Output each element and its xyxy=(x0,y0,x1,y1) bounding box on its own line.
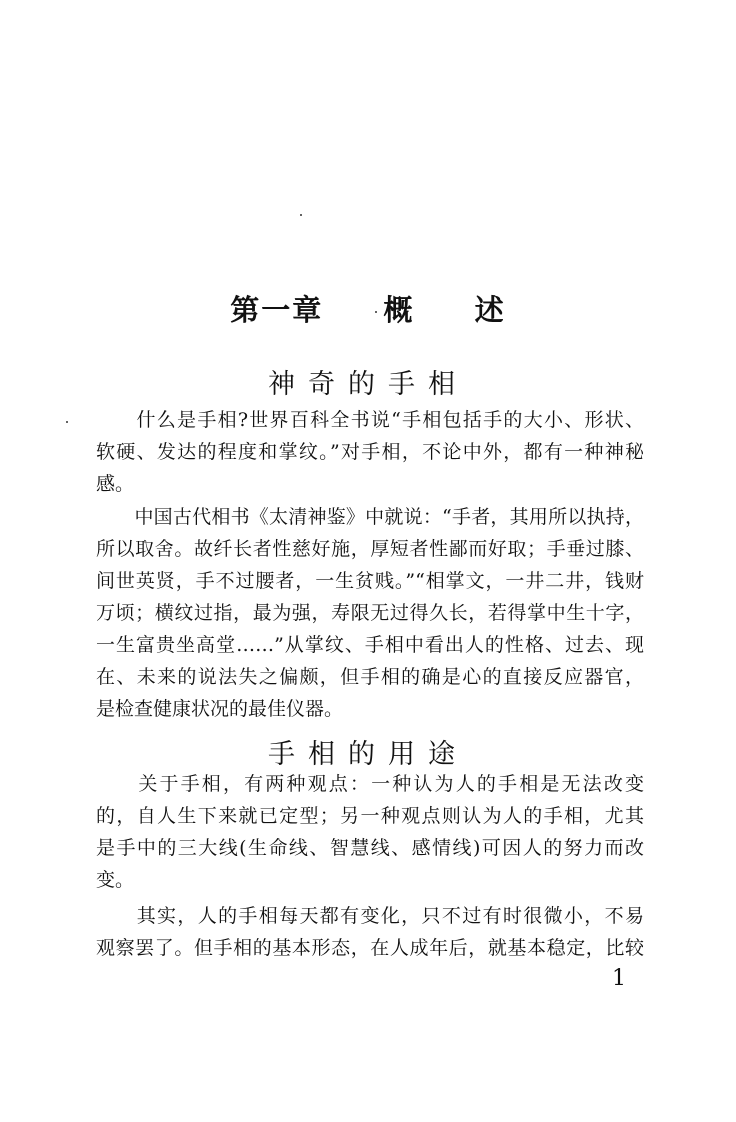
paragraph-line: 的，自人生下来就已定型；另一种观点则认为人的手相，尤其 xyxy=(96,805,644,827)
paragraph xyxy=(96,900,644,964)
paragraph-line: 变。 xyxy=(96,869,135,891)
paragraph-line: 观察罢了。但手相的基本形态，在人成年后，就基本稳定，比较 xyxy=(96,937,644,959)
paragraph xyxy=(96,501,644,725)
paragraph-line: 是手中的三大线(生命线、智慧线、感情线)可因人的努力而改 xyxy=(96,837,644,859)
section-heading: 神奇的手相 xyxy=(268,369,468,400)
page-number: 1 xyxy=(612,966,626,991)
scan-speck xyxy=(300,214,302,216)
paragraph-line: 感。 xyxy=(96,473,135,495)
paragraph-line: 关于手相，有两种观点：一种认为人的手相是无法改变 xyxy=(96,773,644,795)
section-heading: 手相的用途 xyxy=(268,739,468,770)
paragraph-line: 万顷；横纹过指，最为强，寿限无过得久长，若得掌中生十字， xyxy=(96,602,644,624)
paragraph-line: 一生富贵坐高堂……”从掌纹、手相中看出人的性格、过去、现 xyxy=(96,634,644,656)
chapter-title: 第一章 概 述 xyxy=(230,293,506,327)
paragraph-line: 所以取舍。故纤长者性慈好施，厚短者性鄙而好取；手垂过膝、 xyxy=(96,538,644,560)
paragraph-line: 是检查健康状况的最佳仪器。 xyxy=(96,698,344,720)
paragraph-line: 间世英贤，手不过腰者，一生贫贱。”“相掌文，一井二井，钱财 xyxy=(96,570,644,592)
paragraph-line: 什么是手相?世界百科全书说“手相包括手的大小、形状、 xyxy=(96,409,644,431)
paragraph-line: 中国古代相书《太清神鉴》中就说：“手者，其用所以执持， xyxy=(96,506,644,528)
paragraph xyxy=(96,404,644,500)
paragraph-line: 其实，人的手相每天都有变化，只不过有时很微小，不易 xyxy=(96,905,644,927)
paragraph-line: 在、未来的说法失之偏颇，但手相的确是心的直接反应器官， xyxy=(96,666,644,688)
paragraph xyxy=(96,768,644,896)
paragraph-line: 软硬、发达的程度和掌纹。”对手相，不论中外，都有一种神秘 xyxy=(96,441,644,463)
scan-speck xyxy=(66,421,68,423)
